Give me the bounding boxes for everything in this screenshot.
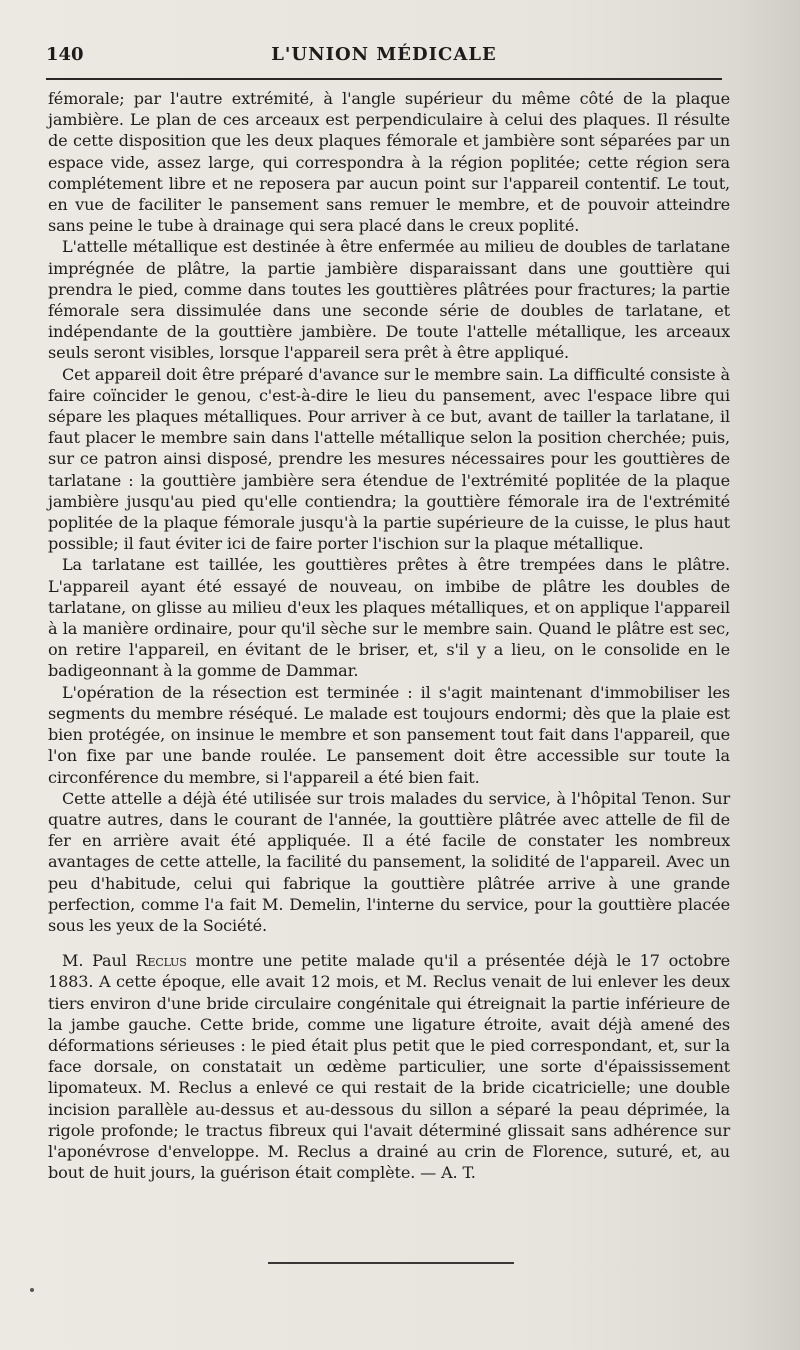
paragraph: La tarlatane est taillée, les gouttières prêtes à être trempées dans le plâtre. L'appareil ayant été essayé de nouveau, on imbibe de plâtre les doubles de tarlatane, on glisse au milieu d'eux les plaques métalliques, et on applique l'appareil à la manière ordinaire, pour qu'il sèche sur le membre sain. Quand le plâtre est sec, on retire l'appareil, en évitant de le briser, et, s'il y a lieu, on le consolide en le badigeonnant à la gomme de Dammar.	[48, 555, 730, 681]
paragraph-text: montre une petite malade qu'il a présentée déjà le 17 octobre 1883. A cette époque, elle avait 12 mois, et M. Reclus venait de lui enlever les deux tiers environ d'une bride circulaire congénitale qui étreignait la partie inférieure de la jambe gauche. Cette bride, comme une ligature étroite, avait déjà amené des déformations sérieuses : le pied était plus petit que le pied correspondant, et, sur la face dorsale, on constatait un œdème particulier, une sorte d'épaississement lipomateux. M. Reclus a enlevé ce qui restait de la bride cicatricielle; une double incision parallèle au-dessus et au-dessous du sillon a séparé la peau déprimée, la rigole profonde; le tractus fibreux qui l'avait déterminé glissait sans adhérence sur l'aponévrose d'enveloppe. M. Reclus a drainé au crin de Florence, suturé, et, au bout de huit jours, la guérison était complète. — A. T.	[48, 951, 730, 1183]
end-rule	[268, 1262, 514, 1264]
paragraph-prefix: M. Paul	[62, 951, 136, 971]
paragraph: fémorale; par l'autre extrémité, à l'angle supérieur du même côté de la plaque jambière. Le plan de ces arceaux est perpendiculaire à celui des plaques. Il résulte de cette disposition que les deux plaques fémorale et jambière sont séparées par un espace vide, assez large, qui correspondra à la région poplitée; cette région sera complétement libre et ne reposera par aucun point sur l'appareil contentif. Le tout, en vue de faciliter le pansement sans remuer le membre, et de pouvoir atteindre sans peine le tube à drainage qui sera placé dans le creux poplité.	[48, 89, 730, 236]
ink-speck	[30, 1288, 34, 1292]
paragraph: L'opération de la résection est terminée : il s'agit maintenant d'immobiliser les segments du membre réséqué. Le malade est toujours endormi; dès que la plaie est bien protégée, on insinue le membre et son pansement tout fait dans l'appareil, que l'on fixe par une bande roulée. Le pansement doit être accessible sur toute la circonférence du membre, si l'appareil a été bien fait.	[48, 682, 730, 787]
body-text	[48, 88, 730, 1183]
paragraph: L'attelle métallique est destinée à être enfermée au milieu de doubles de tarlatane imprégnée de plâtre, la partie jambière disparaissant dans une gouttière qui prendra le pied, comme dans toutes les gouttières plâtrées pour fractures; la partie fémorale sera dissimulée dans une seconde série de doubles de tarlatane, et indépendante de la gouttière jambière. De toute l'attelle métallique, les arceaux seuls seront visibles, lorsque l'appareil sera prêt à être appliqué.	[48, 237, 730, 363]
paragraph-reclus	[48, 950, 730, 1183]
author-name: Reclus	[135, 951, 187, 971]
paragraph: Cet appareil doit être préparé d'avance sur le membre sain. La difficulté consiste à faire coïncider le genou, c'est-à-dire le lieu du pansement, avec l'espace libre qui sépare les plaques métalliques. Pour arriver à ce but, avant de tailler la tarlatane, il faut placer le membre sain dans l'attelle métallique selon la position cherchée; puis, sur ce patron ainsi disposé, prendre les mesures nécessaires pour les gouttières de tarlatane : la gouttière jambière sera étendue de l'extrémité poplitée de la plaque jambière jusqu'au pied qu'elle contiendra; la gouttière fémorale ira de l'extrémité poplitée de la plaque fémorale jusqu'à la partie supérieure de la cuisse, le plus haut possible; il faut éviter ici de faire porter l'ischion sur la plaque métallique.	[48, 364, 730, 554]
page-header	[46, 44, 722, 74]
paragraph: Cette attelle a déjà été utilisée sur trois malades du service, à l'hôpital Tenon. Sur quatre autres, dans le courant de l'année, la gouttière plâtrée avec attelle de fil de fer en arrière avait été appliquée. Il a été facile de constater les nombreux avantages de cette attelle, la facilité du pansement, la solidité de l'appareil. Avec un peu d'habitude, celui qui fabrique la gouttière plâtrée arrive à une grande perfection, comme l'a fait M. Demelin, l'interne du service, pour la gouttière placée sous les yeux de la Société.	[48, 788, 730, 935]
page-number: 140	[46, 44, 84, 65]
header-rule	[46, 78, 722, 80]
running-title: L'UNION MÉDICALE	[271, 44, 497, 65]
